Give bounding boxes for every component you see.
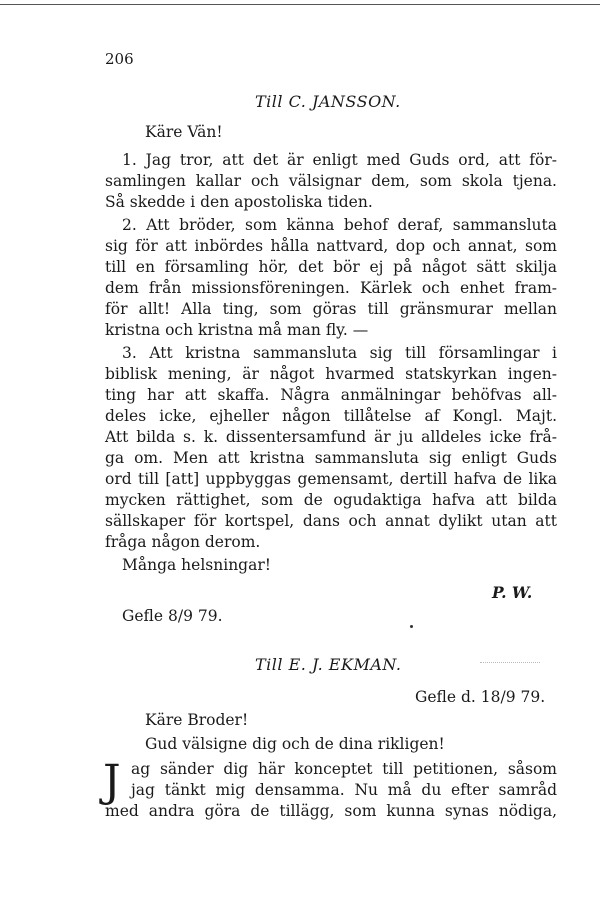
faint-dots — [480, 662, 540, 663]
letter1-signature: P. W. — [492, 583, 533, 602]
body-line: dem från missionsföreningen. Kärlek och enhet fram- — [105, 279, 557, 297]
body-line: ag sänder dig här konceptet till petitionen, såsom — [131, 760, 557, 778]
letter2-place-date: Gefle d. 18/9 79. — [415, 688, 546, 706]
body-line: fråga någon derom. — [105, 533, 261, 551]
body-line: till en församling hör, det bör ej på något sätt skilja — [105, 258, 557, 276]
body-line: mycken rättighet, som de ogudaktiga hafva att bilda — [105, 491, 557, 509]
body-line: ting har att skaffa. Några anmälningar behöfvas all- — [105, 386, 557, 404]
body-line: biblisk mening, är något hvarmed statskyrkan ingen- — [105, 365, 557, 383]
body-line: jag tänkt mig densamma. Nu må du efter samråd — [131, 781, 557, 799]
body-line: ord till [att] uppbyggas gemensamt, dertill hafva de lika — [105, 470, 557, 488]
body-line: med andra göra de tillägg, som kunna synas nödiga, — [105, 802, 557, 820]
top-rule — [0, 4, 600, 5]
body-line: Att bilda s. k. dissentersamfund är ju alldeles icke frå- — [105, 428, 557, 446]
body-line: deles icke, ejheller någon tillåtelse af Kongl. Majt. — [105, 407, 557, 425]
letter2-heading: Till E. J. EKMAN. — [255, 655, 402, 674]
body-line: samlingen kallar och välsignar dem, som skola tjena. — [105, 172, 557, 190]
body-line: 1. Jag tror, att det är enligt med Guds ord, att för- — [122, 151, 557, 169]
body-line: för allt! Alla ting, som göras till gränsmurar mellan — [105, 300, 557, 318]
body-line: kristna och kristna må man fly. — — [105, 321, 369, 339]
body-line: ga om. Men att kristna sammansluta sig enligt Guds — [105, 449, 557, 467]
body-line: 2. Att bröder, som känna behof deraf, sammansluta — [122, 216, 557, 234]
body-line: sig för att inbördes hålla nattvard, dop och annat, som — [105, 237, 557, 255]
stray-mark — [410, 625, 413, 628]
page-number: 206 — [105, 50, 134, 68]
body-line: Så skedde i den apostoliska tiden. — [105, 193, 373, 211]
drop-cap: J — [103, 756, 121, 807]
letter1-heading: Till C. JANSSON. — [255, 92, 401, 111]
body-line: 3. Att kristna sammansluta sig till församlingar i — [122, 344, 557, 362]
body-line: sällskaper för kortspel, dans och annat dylikt utan att — [105, 512, 557, 530]
letter2-salutation: Käre Broder! — [145, 711, 249, 729]
letter1-place-date: Gefle 8/9 79. — [122, 607, 223, 625]
letter2-blessing: Gud välsigne dig och de dina rikligen! — [145, 735, 445, 753]
letter1-closing: Många helsningar! — [122, 556, 271, 574]
letter1-salutation: Käre Vän! — [145, 123, 223, 141]
